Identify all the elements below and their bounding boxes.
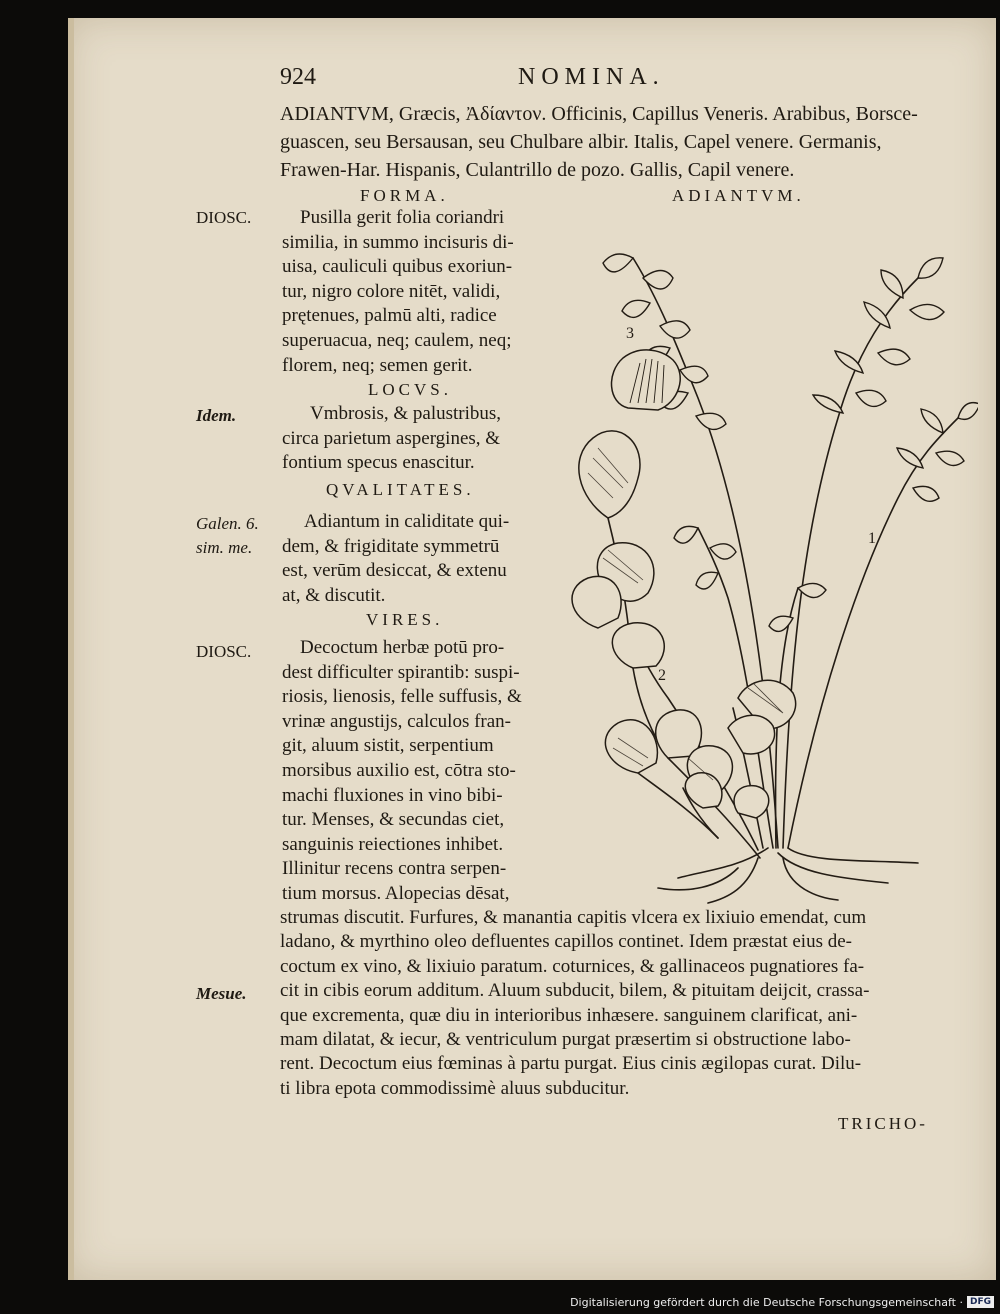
text-line: uisa, cauliculi quibus exoriun- [282, 256, 513, 278]
margin-note-diosc: DIOSC. [196, 208, 252, 227]
text-line: machi fluxiones in vino bibi- [282, 784, 503, 806]
figure-title: ADIANTVM. [672, 186, 805, 205]
nomina-line: ADIANTVM, Græcis, Ἀδίαντον. Officinis, Capillus Veneris. Arabibus, Borsce- [280, 103, 918, 125]
catchword: TRICHO- [838, 1114, 928, 1133]
text-line: cit in cibis eorum additum. Aluum subducit, bilem, & pituitam deijcit, crassa- [280, 980, 870, 1002]
text-line: riosis, lienosis, felle suffusis, & [282, 686, 522, 708]
figure-label-3: 3 [626, 325, 634, 342]
nomina-line: Frawen-Har. Hispanis, Culantrillo de pozo. Gallis, Capil venere. [280, 159, 795, 181]
text-line: prętenues, palmū alti, radice [282, 305, 497, 327]
text-line: florem, neq; semen gerit. [282, 354, 473, 376]
text-line: strumas discutit. Furfures, & manantia capitis vlcera ex lixiuio emendat, cum [280, 907, 867, 928]
text-line: ti libra epota commodissimè aluus subducitur. [280, 1077, 630, 1099]
text-line: Illinitur recens contra serpen- [282, 858, 507, 880]
text-line: git, aluum sistit, serpentium [282, 735, 494, 757]
text-line: Adiantum in caliditate qui- [304, 511, 510, 532]
section-heading-locus: LOCVS. [368, 380, 452, 399]
footer-text: Digitalisierung gefördert durch die Deutsche Forschungsgemeinschaft · [570, 1295, 963, 1309]
text-line: mam dilatat, & iecur, & ventriculum purgat præsertim si obstructione labo- [280, 1029, 851, 1050]
margin-note-sim-me: sim. me. [196, 538, 253, 557]
digitization-footer [570, 1294, 994, 1310]
margin-note-diosc: DIOSC. [196, 642, 252, 661]
text-line: dest difficulter spirantib: suspi- [282, 661, 520, 683]
text-line: similia, in summo incisuris di- [282, 231, 514, 253]
section-heading-qualitates: QVALITATES. [326, 480, 475, 499]
text-line: sanguinis reiectiones inhibet. [282, 833, 504, 855]
text-line: ladano, & myrthino oleo defluentes capillos continet. Idem præstat eius de- [280, 931, 852, 953]
text-line: at, & discutit. [282, 584, 386, 606]
section-heading-forma: FORMA. [360, 186, 449, 205]
text-line: circa parietum aspergines, & [282, 427, 501, 449]
text-line: coctum ex vino, & lixiuio paratum. coturnices, & gallinaceos pugnatiores fa- [280, 955, 865, 977]
section-heading-vires: VIRES. [366, 610, 444, 629]
text-line: dem, & frigiditate symmetrū [282, 535, 500, 557]
dfg-logo: DFG [967, 1296, 994, 1308]
text-line: Pusilla gerit folia coriandri [300, 207, 505, 228]
text-line: que excrementa, quæ diu in interioribus inhæsere. sanguinem clarificat, ani- [280, 1004, 858, 1026]
figure-label-2: 2 [658, 667, 666, 684]
adiantum-woodcut-illustration [538, 198, 978, 913]
book-page [68, 18, 996, 1280]
text-line: fontium specus enascitur. [282, 452, 475, 474]
figure-label-1: 1 [868, 530, 876, 547]
text-line: tur. Menses, & secundas ciet, [282, 809, 505, 831]
nomina-line: guascen, seu Bersausan, seu Chulbare albir. Italis, Capel venere. Germanis, [280, 131, 882, 153]
text-line: vrinæ angustijs, calculos fran- [282, 710, 512, 732]
margin-note-mesue: Mesue. [196, 984, 247, 1003]
text-line: superuacua, neq; caulem, neq; [282, 330, 512, 351]
margin-note-idem: Idem. [196, 406, 237, 425]
text-line: tur, nigro colore nitēt, validi, [282, 280, 501, 302]
margin-note-galen: Galen. 6. [196, 514, 259, 533]
page-gutter [68, 18, 74, 1280]
text-line: morsibus auxilio est, cōtra sto- [282, 760, 516, 781]
text-line: rent. Decoctum eius fœminas à partu purgat. Eius cinis ægilopas curat. Dilu- [280, 1053, 862, 1075]
text-line: est, verūm desiccat, & extenu [282, 560, 507, 582]
text-line: tium morsus. Alopecias dēsat, [282, 883, 510, 904]
text-line: Decoctum herbæ potū pro- [300, 637, 505, 658]
page-number: 924 [280, 64, 316, 90]
text-line: Vmbrosis, & palustribus, [310, 403, 502, 424]
running-title: NOMINA. [518, 64, 665, 90]
